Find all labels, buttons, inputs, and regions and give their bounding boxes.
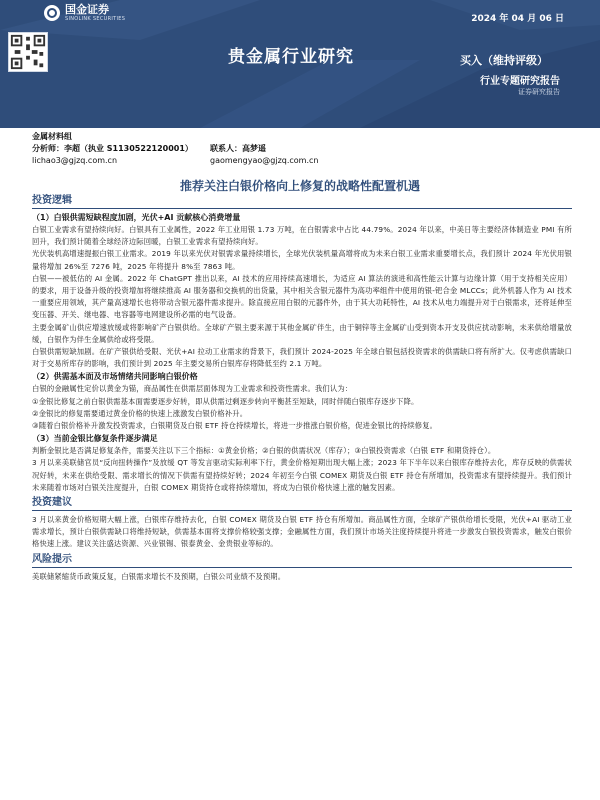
paragraph: ②金银比的修复需要通过黄金价格的快速上涨激发白银价格补升。 <box>32 408 248 418</box>
section-title-logic: 投资逻辑 <box>32 194 572 209</box>
author-block <box>32 131 572 167</box>
subhead-2: （2）供需基本面及市场情绪共同影响白银价格 <box>32 372 198 382</box>
brand-name-en: SINOLINK SECURITIES <box>65 16 126 22</box>
industry-group: 金属材料组 <box>32 132 72 141</box>
paragraph: ①金银比修复之前白银供需基本面需要逐步好转，即从供需过剩逐步转向平衡甚至短缺，同时伴随白银库存逐步下降。 <box>32 396 419 406</box>
paragraph: 美联储紧缩货币政策反复，白银需求增长不及预期，白银公司业绩不及预期。 <box>32 571 286 581</box>
analyst-label: 分析师：李超（执业 S1130522120001） <box>32 144 193 153</box>
report-headline: 推荐关注白银价格向上修复的战略性配置机遇 <box>179 179 420 193</box>
paragraph: 白银的金融属性定价以黄金为锚，商品属性在供需层面体现为工业需求和投资性需求。我们认为： <box>32 384 353 394</box>
header-banner <box>0 0 600 128</box>
paragraph: 主要金属矿山供应增速放缓或将影响矿产白银供给。全球矿产银主要来源于其他金属矿伴生，由于铜锌等主金属矿山受到资本开支及供应扰动影响，未来供给增量放缓，白银作为伴生金属供给或将受限。 <box>32 322 572 344</box>
paragraph: ③随着白银价格补升激发投资需求，白银期货及白银 ETF 持仓持续增长，将进一步推涨白银价格，促进金银比的持续修复。 <box>32 421 438 431</box>
contact-email[interactable]: gaomengyao@gjzq.com.cn <box>210 156 319 165</box>
rating-label: 买入（维持评级） <box>460 54 548 67</box>
report-date: 2024 年 04 月 06 日 <box>471 14 564 24</box>
analyst-email[interactable]: lichao3@gjzq.com.cn <box>32 156 118 165</box>
department-label: 证券研究报告 <box>518 88 560 96</box>
paragraph: 白银——被低估的 AI 金属。2022 年 ChatGPT 推出以来，AI 技术的应用持续高速增长，为适应 AI 算法的演进和高性能云计算与边缘计算（用于支持相关应用）的要求，用于设备升级的投资增加将继续推高 AI 服务器和交换机的出货量，其中相关含银元器件为高功率组件中使用的银-钯合金 MLCCs；此外机器人作为 AI 技术一重要应用领域，其产量高速增长也将带动含银元器件需求提升。除直接应用白银的元器件外，由于其大功耗特性，AI 技术从电力端提升对于白银需求，还将延伸至变压器、开关、继电器、电容器等电网建设所必需的电气设备。 <box>32 273 572 320</box>
subhead-1: （1）白银供需短缺程度加剧，光伏+AI 贡献核心消费增量 <box>32 213 241 222</box>
section-title-advice: 投资建议 <box>32 496 572 511</box>
paragraph: 白银供需短缺加剧。在矿产银供给受限、光伏+AI 拉动工业需求的背景下，我们预计 2024-2025 年全球白银包括投资需求的供需缺口将有所扩大。仅考虑供需缺口对于交易所库存的影响，我们预计到 2025 年主要交易所白银库存将降低至约 2.1 万吨。 <box>32 347 572 369</box>
paragraph: 3 月以来黄金价格短期大幅上涨，白银库存维持去化，白银 COMEX 期货及白银 ETF 持仓有所增加。商品属性方面，全球矿产银供给增长受限，光伏+AI 驱动工业需求增长，预计白银供需缺口将维持短缺，供需基本面将支撑价格较强支撑；金融属性方面，我们预计市场关注度持续提升将进一步激发白银投资需求，触发白银价格快速上涨。建议关注盛达资源、兴业银锡、银泰黄金、金贵银业等标的。 <box>32 515 572 549</box>
paragraph: 判断金银比是否满足修复条件，需要关注以下三个指标：①黄金价格；②白银的供需状况（库存）；③白银投资需求（白银 ETF 和期货持仓）。 <box>32 446 496 456</box>
brand-logo-icon <box>44 5 60 21</box>
brand-name: 国金证券 <box>65 3 109 16</box>
report-type: 行业专题研究报告 <box>480 76 560 87</box>
paragraph: 白银工业需求有望持续向好。白银具有工业属性，2022 年工业用银 1.73 万吨，在白银需求中占比 44.79%。2024 年以来，中美日等主要经济体制造业 PMI 有所回升，我们预计随着全球经济边际回暖，白银工业需求有望持续向好。 <box>32 225 572 247</box>
brand-logo <box>44 4 125 22</box>
qr-code-icon <box>8 32 48 72</box>
report-body <box>32 194 572 583</box>
contact-label: 联系人：高梦遥 <box>210 144 266 153</box>
report-title: 贵金属行业研究 <box>228 47 354 67</box>
section-title-risk: 风险提示 <box>32 553 572 568</box>
paragraph: 光伏装机高增速提振白银工业需求。2019 年以来光伏对银需求量持续增长，全球光伏装机量高增将成为未来白银工业需求重要增长点，我们预计 2024 年光伏用银量将增加 26%至 7276 吨，2025 年将提升 8%至 7863 吨。 <box>32 249 572 271</box>
subhead-3: （3）当前金银比修复条件逐步满足 <box>32 434 158 444</box>
paragraph: 3 月以来美联储官员“反向扭转操作”及放缓 QT 等发言驱动实际利率下行，黄金价格短期出现大幅上涨；2023 年下半年以来白银库存维持去化，库存反映的供需状况好转，未来在供给受限、需求增长的情况下供需有望持续好转；2024 年初至今白银 COMEX 期货及白银 ETF 持仓有所增加，投资需求有望持续提升。我们预计未来随着市场对白银关注度提升，白银 COMEX 期货持仓或将持续增加，将成为白银价格快速上涨的触发因素。 <box>32 458 572 492</box>
